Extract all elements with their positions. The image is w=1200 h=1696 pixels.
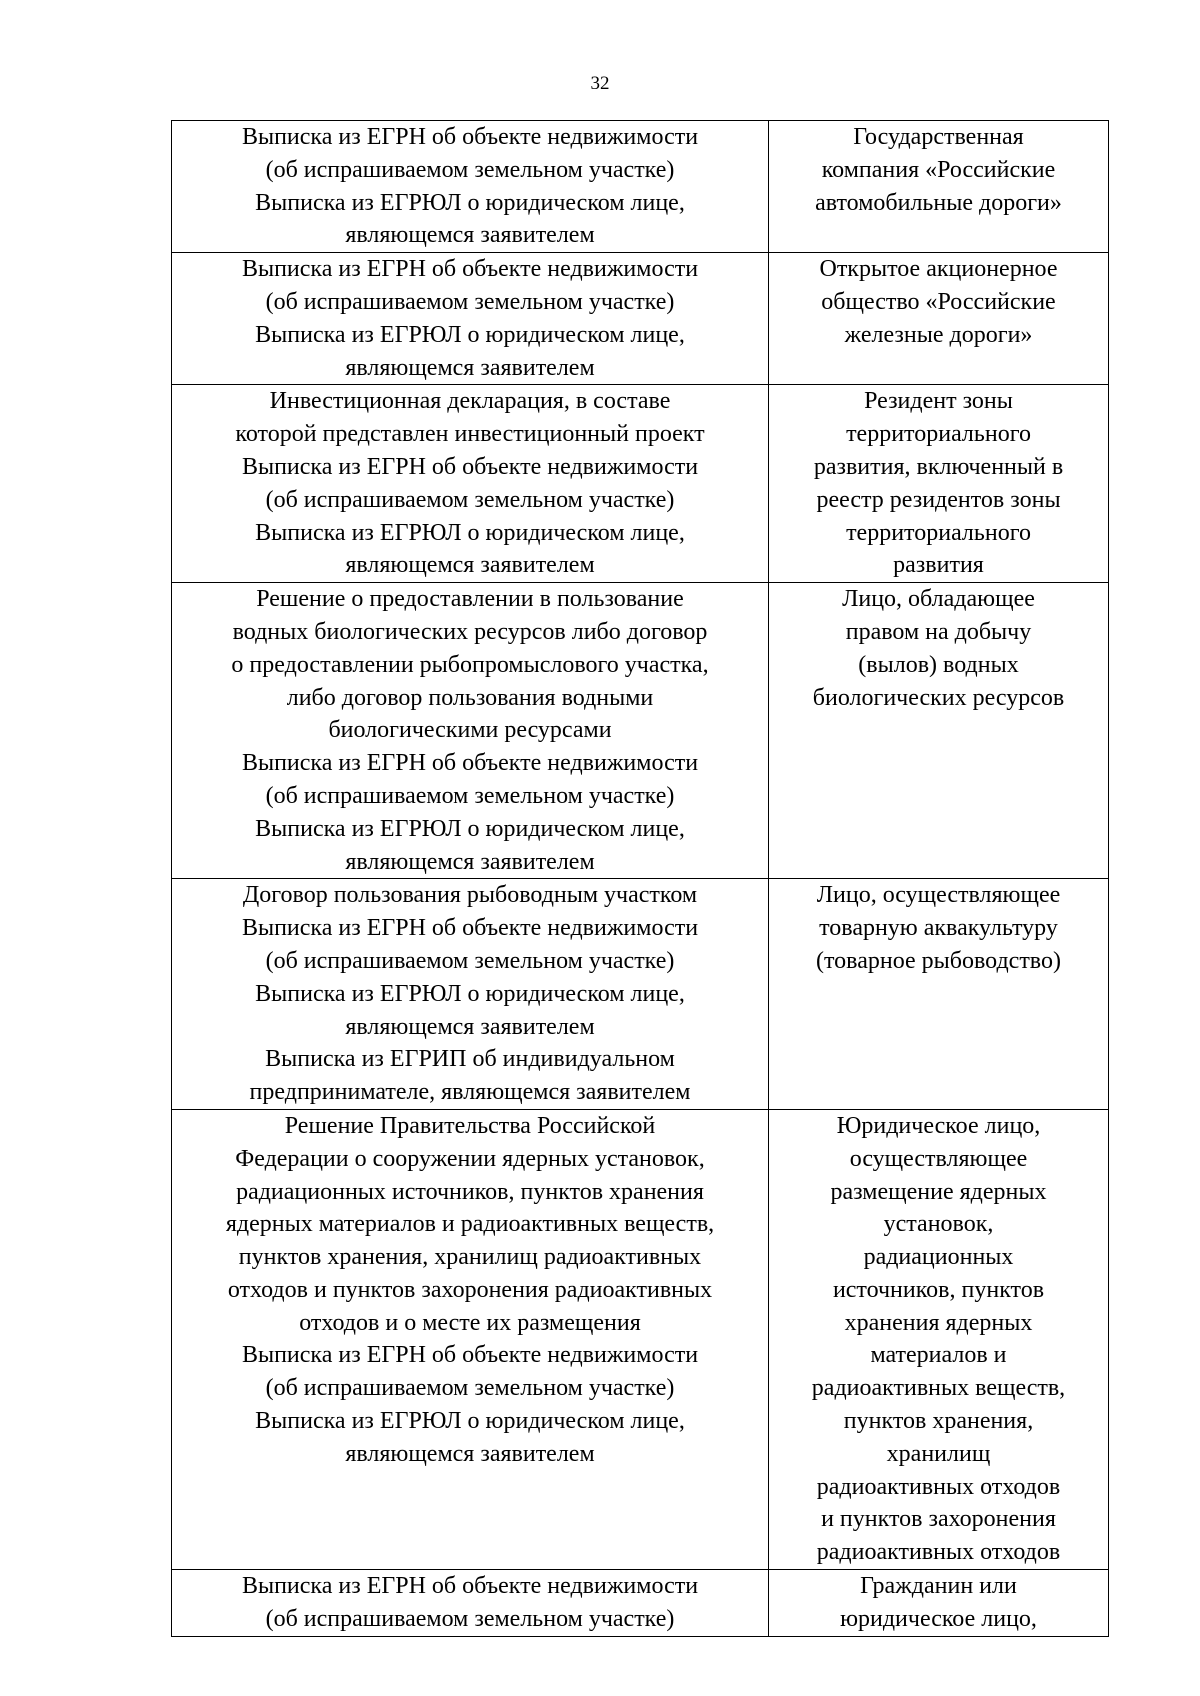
document-line: Инвестиционная декларация, в составе (269, 388, 671, 415)
applicant-line: компания «Российские (821, 156, 1056, 183)
document-line: Решение Правительства Российской (284, 1112, 656, 1139)
applicant-cell (769, 385, 1109, 583)
applicant-line: юридическое лицо, (840, 1605, 1037, 1632)
applicant-line: Гражданин или (860, 1573, 1017, 1600)
documents-cell (172, 879, 769, 1110)
document-line: Выписка из ЕГРН об объекте недвижимости (241, 453, 699, 480)
applicant-line: Юридическое лицо, (836, 1112, 1041, 1139)
document-line: (об испрашиваемом земельном участке) (265, 288, 675, 315)
document-line: Решение о предоставлении в пользование (256, 586, 684, 613)
document-line: Выписка из ЕГРЮЛ о юридическом лице, (255, 815, 685, 842)
applicant-cell (769, 121, 1109, 253)
applicant-line: автомобильные дороги» (815, 189, 1062, 216)
applicant-cell (769, 253, 1109, 385)
document-line: либо договор пользования водными (286, 684, 654, 711)
table-row (172, 1109, 1109, 1569)
document-line: Выписка из ЕГРН об объекте недвижимости (241, 915, 699, 942)
document-line: водных биологических ресурсов либо договор (232, 618, 708, 645)
table-row (172, 583, 1109, 879)
document-line: (об испрашиваемом земельном участке) (265, 782, 675, 809)
applicant-line: Государственная (853, 124, 1024, 150)
document-line: Выписка из ЕГРЮЛ о юридическом лице, (255, 519, 685, 546)
document-line: Выписка из ЕГРЮЛ о юридическом лице, (255, 189, 685, 216)
document-line: о предоставлении рыбопромыслового участка, (231, 651, 709, 678)
document-line: являющемся заявителем (345, 848, 595, 875)
applicant-cell (769, 879, 1109, 1110)
documents-cell (172, 121, 769, 253)
applicant-line: источников, пунктов (832, 1276, 1045, 1303)
applicant-line: Лицо, обладающее (842, 586, 1035, 613)
applicant-line: правом на добычу (845, 618, 1032, 645)
applicant-line: Лицо, осуществляющее (816, 882, 1061, 909)
document-line: которой представлен инвестиционный проект (235, 421, 705, 448)
page-number: 32 (590, 73, 610, 94)
applicant-line: общество «Российские (821, 288, 1056, 315)
document-line: (об испрашиваемом земельном участке) (265, 1375, 675, 1402)
documents-cell (172, 385, 769, 583)
applicant-line: Резидент зоны (864, 388, 1013, 415)
applicant-cell (769, 1570, 1109, 1637)
document-line: биологическими ресурсами (328, 717, 612, 744)
document-line: Выписка из ЕГРН об объекте недвижимости (241, 256, 699, 283)
table-row (172, 385, 1109, 583)
document-line: Выписка из ЕГРИП об индивидуальном (265, 1046, 675, 1073)
table-row (172, 253, 1109, 385)
table-row (172, 1570, 1109, 1637)
document-line: отходов и пунктов захоронения радиоактивных (227, 1276, 713, 1303)
applicant-line: развития, включенный в (813, 453, 1064, 480)
applicant-cell (769, 583, 1109, 879)
applicant-line: и пунктов захоронения (821, 1506, 1056, 1533)
documents-cell (172, 253, 769, 385)
documents-cell (172, 1109, 769, 1569)
applicant-line: радиоактивных отходов (816, 1539, 1061, 1566)
applicant-line: радиационных (863, 1244, 1014, 1271)
table-row (172, 121, 1109, 253)
applicant-line: развития (893, 552, 984, 579)
document-line: являющемся заявителем (345, 222, 595, 249)
document-line: Выписка из ЕГРН об объекте недвижимости (241, 750, 699, 777)
document-line: (об испрашиваемом земельном участке) (265, 947, 675, 974)
applicant-line: биологических ресурсов (812, 684, 1065, 711)
document-line: (об испрашиваемом земельном участке) (265, 486, 675, 513)
applicant-line: пунктов хранения, (843, 1408, 1034, 1435)
applicant-cell (769, 1109, 1109, 1569)
document-line: Выписка из ЕГРН об объекте недвижимости (241, 1342, 699, 1369)
document-line: ядерных материалов и радиоактивных веществ, (225, 1211, 715, 1238)
applicant-line: товарную аквакультуру (819, 915, 1058, 942)
document-line: (об испрашиваемом земельном участке) (265, 156, 675, 183)
applicant-line: материалов и (870, 1342, 1007, 1369)
document-line: Выписка из ЕГРЮЛ о юридическом лице, (255, 1408, 685, 1435)
document-line: Договор пользования рыбоводным участком (242, 882, 698, 909)
applicant-line: хранения ядерных (844, 1309, 1033, 1336)
applicant-line: территориального (846, 519, 1031, 546)
document-line: Выписка из ЕГРЮЛ о юридическом лице, (255, 980, 685, 1007)
table-body (172, 121, 1109, 1637)
applicant-line: хранилищ (886, 1440, 991, 1467)
applicant-line: территориального (846, 421, 1031, 448)
document-line: Выписка из ЕГРН об объекте недвижимости (241, 1573, 699, 1600)
applicant-line: радиоактивных отходов (816, 1473, 1061, 1500)
document-line: (об испрашиваемом земельном участке) (265, 1605, 675, 1632)
applicant-line: размещение ядерных (830, 1178, 1047, 1205)
applicant-line: (товарное рыбоводство) (816, 947, 1061, 974)
applicant-line: железные дороги» (844, 321, 1033, 348)
applicant-line: осуществляющее (849, 1145, 1028, 1172)
document-line: пунктов хранения, хранилищ радиоактивных (238, 1244, 702, 1271)
document-line: радиационных источников, пунктов хранения (236, 1178, 704, 1205)
document-line: отходов и о месте их размещения (299, 1309, 641, 1336)
applicant-line: (вылов) водных (858, 651, 1019, 678)
document-line: предпринимателе, являющемся заявителем (249, 1079, 691, 1106)
document-line: являющемся заявителем (345, 552, 595, 579)
documents-table (171, 120, 1109, 1637)
applicant-line: установок, (883, 1211, 994, 1238)
document-line: Выписка из ЕГРН об объекте недвижимости (241, 124, 699, 150)
document-line: Федерации о сооружении ядерных установок, (235, 1145, 705, 1172)
applicant-line: Открытое акционерное (819, 256, 1058, 283)
document-line: являющемся заявителем (345, 1440, 595, 1467)
documents-cell (172, 583, 769, 879)
document-line: являющемся заявителем (345, 354, 595, 381)
applicant-line: реестр резидентов зоны (816, 486, 1061, 513)
document-line: Выписка из ЕГРЮЛ о юридическом лице, (255, 321, 685, 348)
applicant-line: радиоактивных веществ, (811, 1375, 1066, 1402)
table-row (172, 879, 1109, 1110)
documents-cell (172, 1570, 769, 1637)
document-line: являющемся заявителем (345, 1013, 595, 1040)
